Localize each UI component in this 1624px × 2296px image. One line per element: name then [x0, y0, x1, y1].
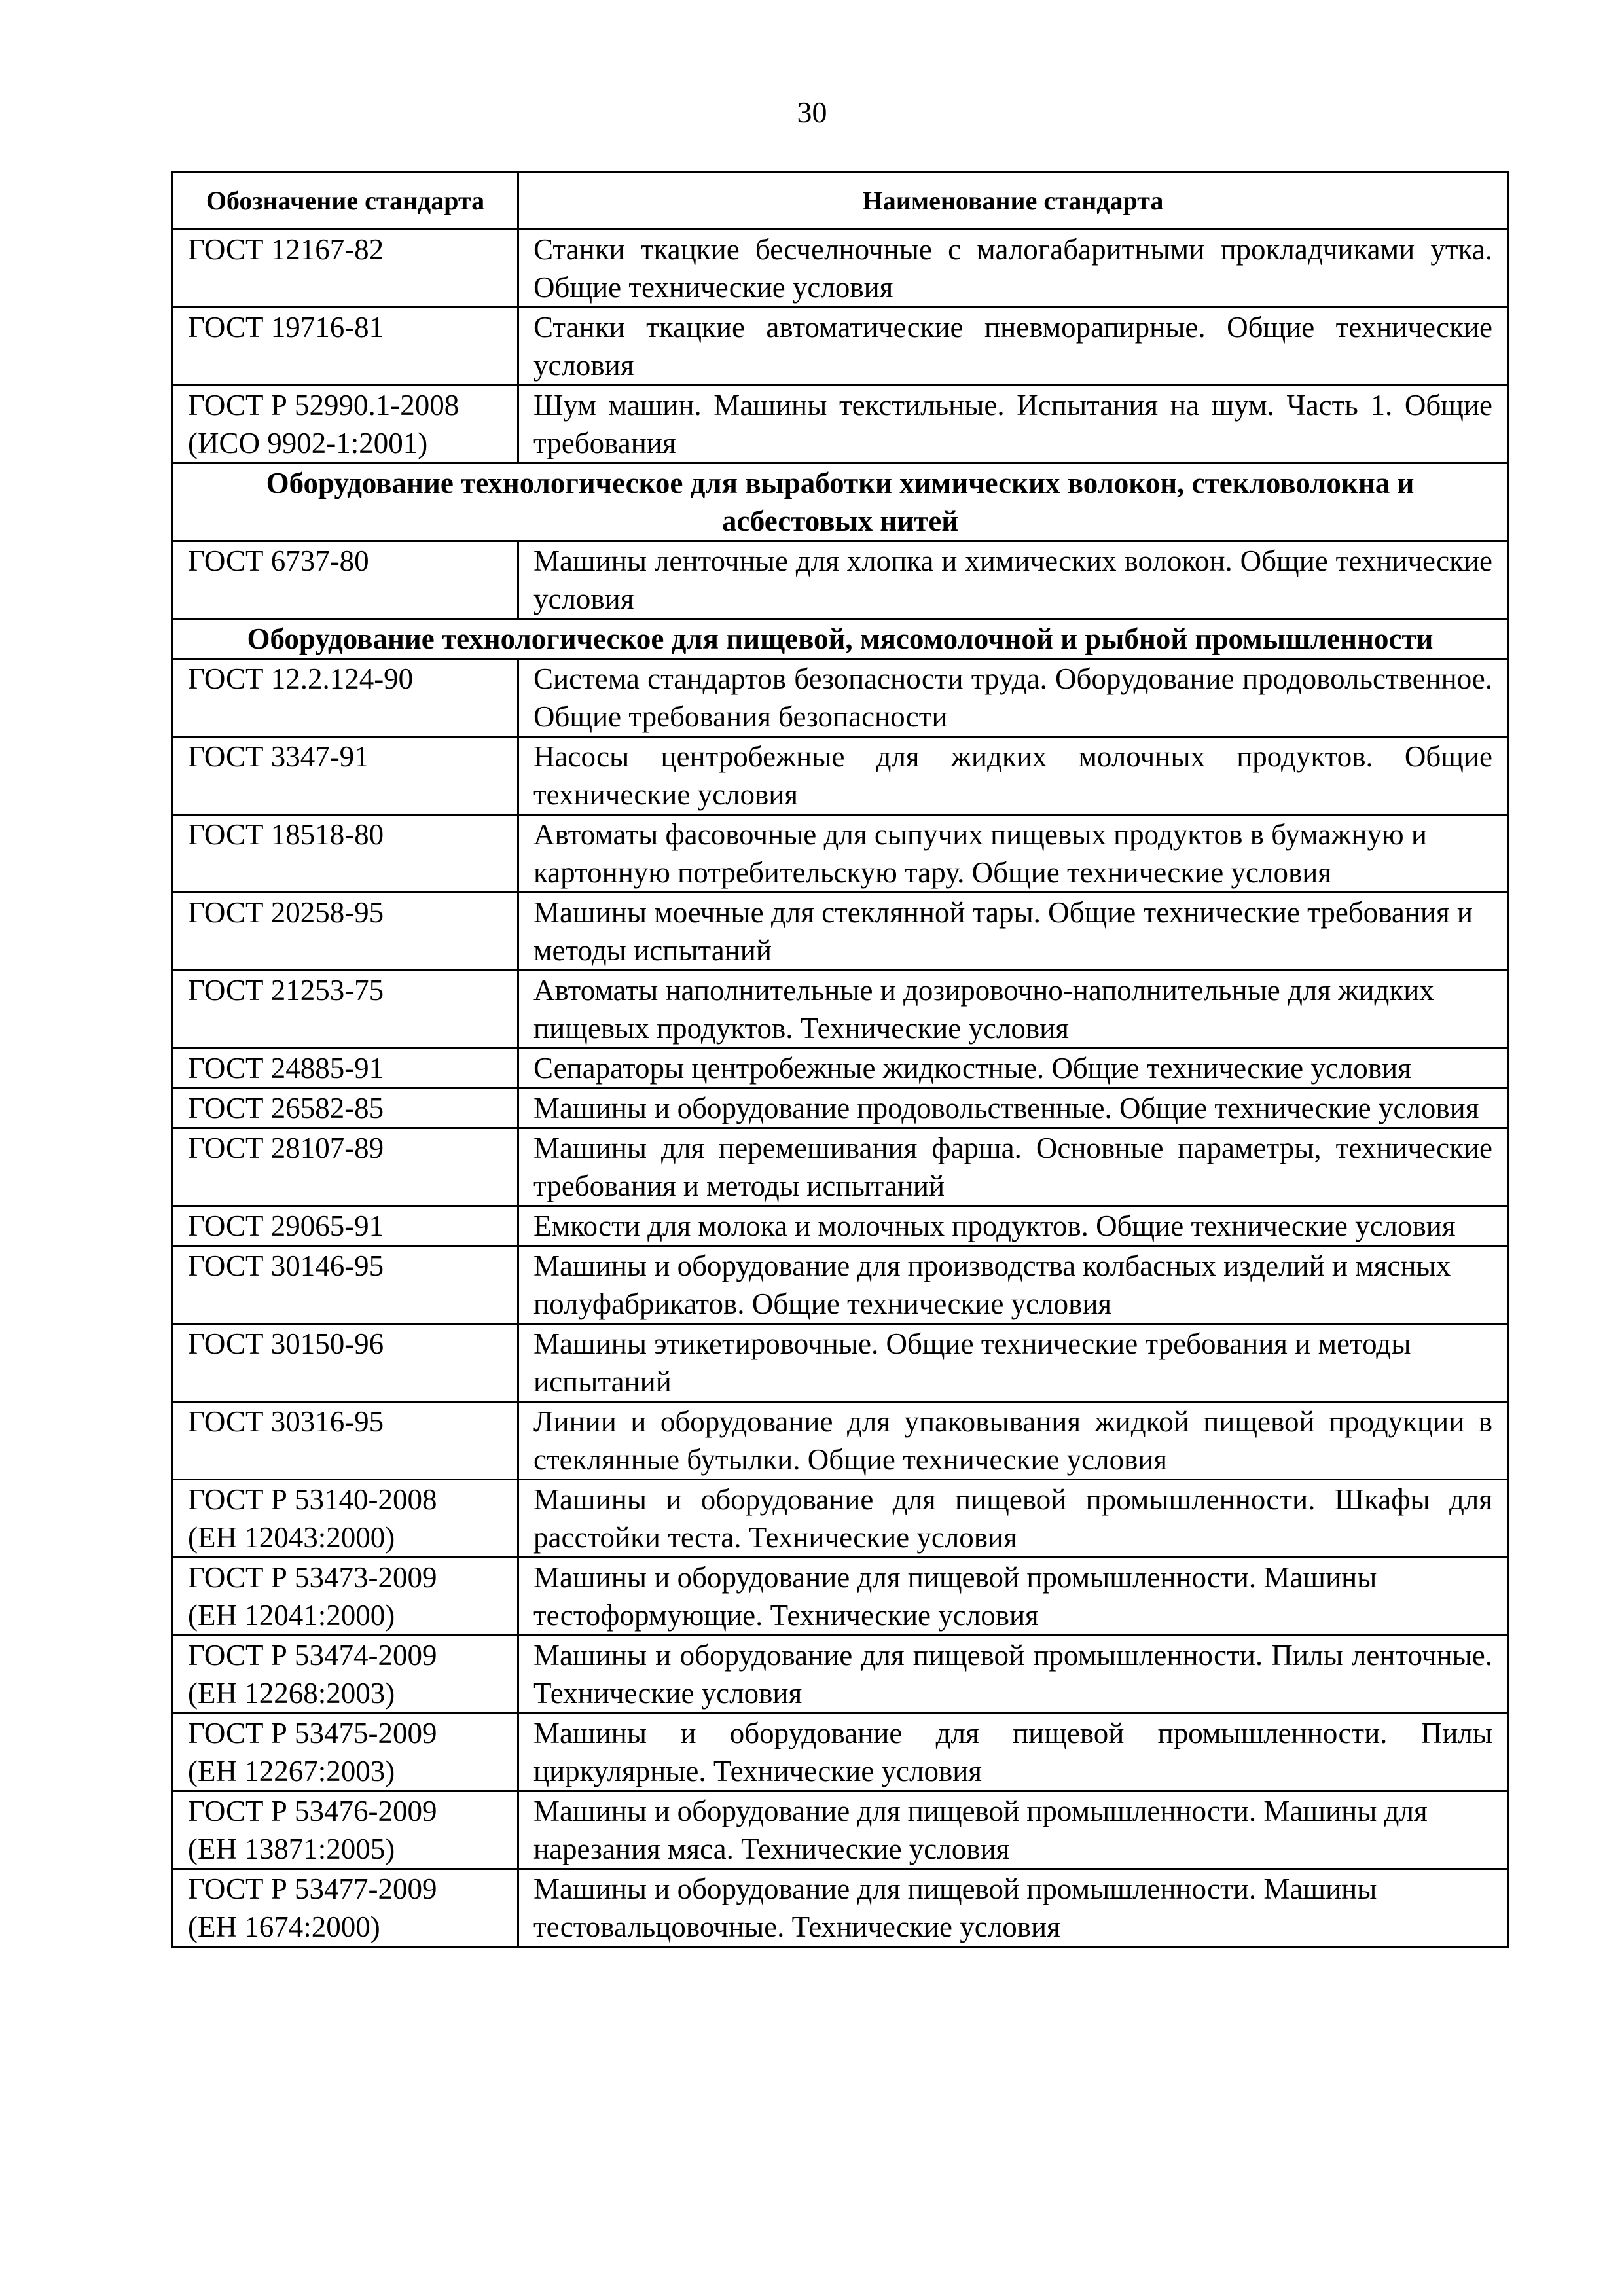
standard-code — [173, 1558, 518, 1636]
table-row — [173, 1869, 1508, 1947]
standard-code — [173, 659, 518, 737]
standard-code — [173, 815, 518, 893]
section-row — [173, 463, 1508, 541]
standard-code-line: ГОСТ 6737-80 — [188, 545, 369, 577]
standard-code-line: (ЕН 12267:2003) — [188, 1755, 395, 1787]
standard-code-line: ГОСТ 30146-95 — [188, 1249, 384, 1282]
table-row — [173, 308, 1508, 386]
standard-code-line: ГОСТ 30316-95 — [188, 1405, 384, 1438]
section-title: Оборудование технологическое для пищевой, мясомолочной и рыбной промышленности — [173, 619, 1508, 659]
table-row — [173, 1791, 1508, 1869]
standard-code — [173, 1049, 518, 1088]
table-row — [173, 1480, 1508, 1558]
standards-table — [171, 171, 1509, 1948]
standard-code — [173, 541, 518, 619]
table-row — [173, 1713, 1508, 1791]
standard-code-line: ГОСТ 19716-81 — [188, 311, 384, 344]
table-row — [173, 541, 1508, 619]
standard-code-line: (ЕН 12043:2000) — [188, 1521, 395, 1554]
standard-code-line: (ИСО 9902-1:2001) — [188, 427, 428, 459]
standard-code-line: ГОСТ 24885-91 — [188, 1052, 384, 1085]
header-code: Обозначение стандарта — [173, 173, 518, 230]
standard-code — [173, 1088, 518, 1128]
table-row — [173, 971, 1508, 1049]
table-row — [173, 386, 1508, 463]
standard-name: Машины для перемешивания фарша. Основные параметры, технические требования и методы испытаний — [518, 1128, 1508, 1206]
table-row — [173, 230, 1508, 308]
standard-name: Автоматы наполнительные и дозировочно-наполнительные для жидких пищевых продуктов. Технические условия — [518, 971, 1508, 1049]
standard-code-line: ГОСТ 30150-96 — [188, 1327, 384, 1360]
section-title: Оборудование технологическое для выработки химических волокон, стекловолокна и асбестовых нитей — [173, 463, 1508, 541]
standard-code-line: ГОСТ Р 53476-2009 — [188, 1795, 437, 1827]
table-row — [173, 1402, 1508, 1480]
standard-code-line: ГОСТ Р 53474-2009 — [188, 1639, 437, 1672]
standard-name: Машины этикетировочные. Общие технические требования и методы испытаний — [518, 1324, 1508, 1402]
standard-code-line: ГОСТ 20258-95 — [188, 896, 384, 929]
standard-name: Машины и оборудование для пищевой промышленности. Машины тестовальцовочные. Технические условия — [518, 1869, 1508, 1947]
table-row — [173, 815, 1508, 893]
standard-code — [173, 1791, 518, 1869]
standard-code-line: ГОСТ 18518-80 — [188, 818, 384, 851]
standard-name: Автоматы фасовочные для сыпучих пищевых продуктов в бумажную и картонную потребительскую тару. Общие технические условия — [518, 815, 1508, 893]
standard-code — [173, 1480, 518, 1558]
standard-code — [173, 1206, 518, 1246]
table-row — [173, 737, 1508, 815]
standard-code — [173, 1713, 518, 1791]
standard-code — [173, 1128, 518, 1206]
table-row — [173, 1049, 1508, 1088]
standard-name: Шум машин. Машины текстильные. Испытания на шум. Часть 1. Общие требования — [518, 386, 1508, 463]
standard-name: Машины и оборудование для пищевой промышленности. Пилы циркулярные. Технические условия — [518, 1713, 1508, 1791]
standard-code — [173, 1246, 518, 1324]
table-row — [173, 893, 1508, 971]
standard-code-line: ГОСТ Р 53477-2009 — [188, 1873, 437, 1905]
standard-code — [173, 1324, 518, 1402]
table-row — [173, 1088, 1508, 1128]
standard-name: Линии и оборудование для упаковывания жидкой пищевой продукции в стеклянные бутылки. Общие технические условия — [518, 1402, 1508, 1480]
standard-code — [173, 893, 518, 971]
standard-code — [173, 308, 518, 386]
table-row — [173, 1636, 1508, 1713]
table-row — [173, 1324, 1508, 1402]
table-row — [173, 1558, 1508, 1636]
standard-code-line: (ЕН 13871:2005) — [188, 1833, 395, 1865]
table-row — [173, 1128, 1508, 1206]
standard-code-line: ГОСТ Р 53140-2008 — [188, 1483, 437, 1516]
standard-code-line: ГОСТ 3347-91 — [188, 740, 369, 773]
standard-name: Сепараторы центробежные жидкостные. Общие технические условия — [518, 1049, 1508, 1088]
standard-name: Станки ткацкие автоматические пневморапирные. Общие технические условия — [518, 308, 1508, 386]
standard-code — [173, 230, 518, 308]
standard-code-line: ГОСТ Р 52990.1-2008 — [188, 389, 460, 422]
standard-code-line: (ЕН 12268:2003) — [188, 1677, 395, 1710]
standard-code-line: ГОСТ Р 53473-2009 — [188, 1561, 437, 1594]
standard-code-line: ГОСТ 12167-82 — [188, 233, 384, 266]
standard-name: Станки ткацкие бесчелночные с малогабаритными прокладчиками утка. Общие технические условия — [518, 230, 1508, 308]
standard-code-line: ГОСТ 12.2.124-90 — [188, 662, 414, 695]
standard-name: Машины и оборудование для пищевой промышленности. Пилы ленточные. Технические условия — [518, 1636, 1508, 1713]
standard-name: Машины и оборудование для пищевой промышленности. Шкафы для расстойки теста. Технические условия — [518, 1480, 1508, 1558]
standard-code-line: ГОСТ 26582-85 — [188, 1092, 384, 1124]
standard-code-line: ГОСТ 28107-89 — [188, 1132, 384, 1164]
standard-code-line: (ЕН 1674:2000) — [188, 1910, 380, 1943]
standard-name: Емкости для молока и молочных продуктов. Общие технические условия — [518, 1206, 1508, 1246]
standard-code — [173, 1636, 518, 1713]
standard-code — [173, 1402, 518, 1480]
standard-name: Машины ленточные для хлопка и химических волокон. Общие технические условия — [518, 541, 1508, 619]
table-row — [173, 659, 1508, 737]
standard-name: Насосы центробежные для жидких молочных продуктов. Общие технические условия — [518, 737, 1508, 815]
standard-name: Машины и оборудование для производства колбасных изделий и мясных полуфабрикатов. Общие технические условия — [518, 1246, 1508, 1324]
header-name: Наименование стандарта — [518, 173, 1508, 230]
page-number: 30 — [797, 96, 827, 129]
standard-code-line: (ЕН 12041:2000) — [188, 1599, 395, 1632]
standard-code — [173, 971, 518, 1049]
standard-name: Машины и оборудование для пищевой промышленности. Машины для нарезания мяса. Технические условия — [518, 1791, 1508, 1869]
standard-name: Система стандартов безопасности труда. Оборудование продовольственное. Общие требования безопасности — [518, 659, 1508, 737]
standard-code — [173, 737, 518, 815]
table-row — [173, 1206, 1508, 1246]
table-header-row — [173, 173, 1508, 230]
standard-code-line: ГОСТ Р 53475-2009 — [188, 1717, 437, 1749]
standard-code — [173, 386, 518, 463]
table-row — [173, 1246, 1508, 1324]
standard-code-line: ГОСТ 21253-75 — [188, 974, 384, 1007]
standard-code — [173, 1869, 518, 1947]
section-row — [173, 619, 1508, 659]
standard-name: Машины и оборудование для пищевой промышленности. Машины тестоформующие. Технические условия — [518, 1558, 1508, 1636]
standard-name: Машины и оборудование продовольственные. Общие технические условия — [518, 1088, 1508, 1128]
standard-name: Машины моечные для стеклянной тары. Общие технические требования и методы испытаний — [518, 893, 1508, 971]
standard-code-line: ГОСТ 29065-91 — [188, 1210, 384, 1242]
